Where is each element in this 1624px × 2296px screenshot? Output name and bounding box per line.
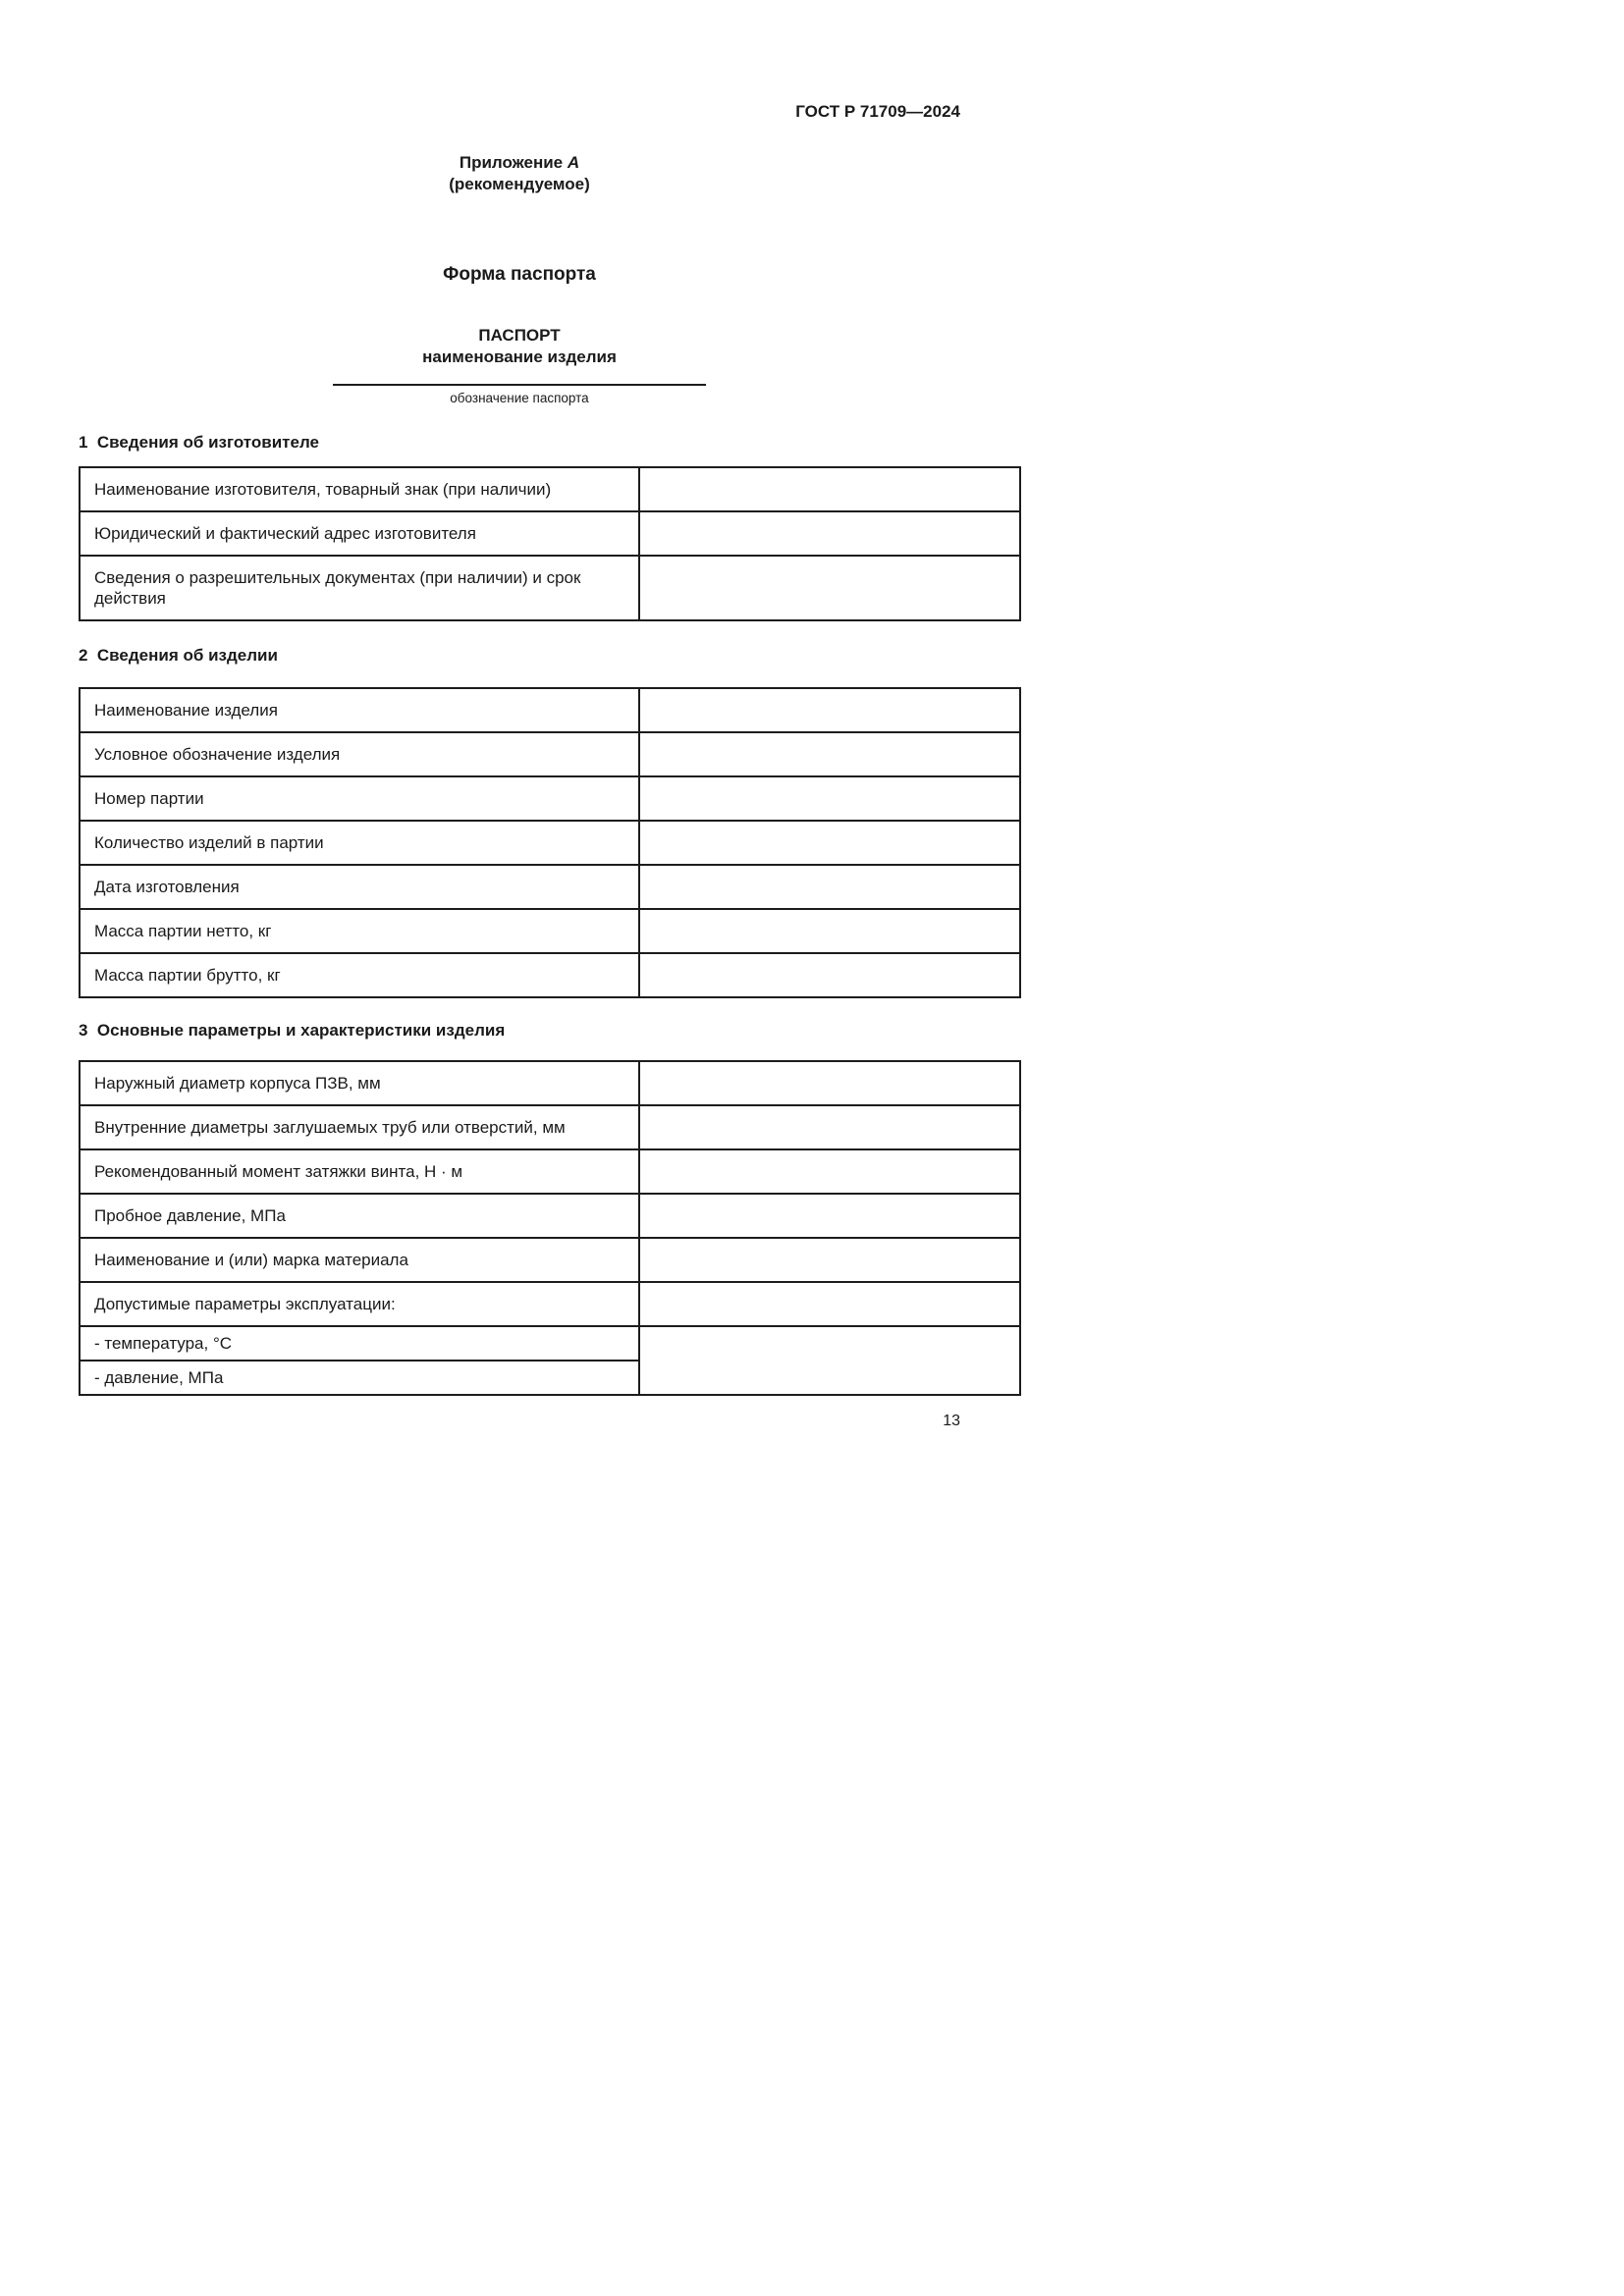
- label-cell: Условное обозначение изделия: [80, 732, 639, 776]
- form-title: Форма паспорта: [443, 264, 596, 285]
- product-info-table: [79, 687, 1021, 998]
- passport-heading: [79, 325, 960, 368]
- value-cell: [639, 732, 1020, 776]
- label-cell: Количество изделий в партии: [80, 821, 639, 865]
- parameters-table: [79, 1060, 1021, 1396]
- value-cell: [639, 776, 1020, 821]
- table-row: [80, 1326, 1020, 1361]
- table-row: [80, 1282, 1020, 1326]
- table-row: [80, 556, 1020, 620]
- appendix-title-label: Приложение: [459, 153, 568, 172]
- table-row: [80, 953, 1020, 997]
- appendix-title-letter: А: [567, 153, 580, 172]
- label-cell: Наименование и (или) марка материала: [80, 1238, 639, 1282]
- value-cell: [639, 821, 1020, 865]
- page-content: [79, 0, 960, 1431]
- value-cell: [639, 1238, 1020, 1282]
- table-row: [80, 511, 1020, 556]
- table-row: [80, 865, 1020, 909]
- value-cell: [639, 1282, 1020, 1326]
- section-heading-3: 3 Основные параметры и характеристики изделия: [79, 1021, 506, 1040]
- label-cell: Сведения о разрешительных документах (при наличии) и срок действия: [80, 556, 639, 620]
- table-row: [80, 1061, 1020, 1105]
- value-cell: [639, 1149, 1020, 1194]
- label-cell: Наименование изделия: [80, 688, 639, 732]
- label-cell: Наружный диаметр корпуса ПЗВ, мм: [80, 1061, 639, 1105]
- value-cell: [639, 467, 1020, 511]
- standard-designation-header: ГОСТ Р 71709—2024: [795, 102, 960, 121]
- value-cell: [639, 909, 1020, 953]
- label-cell: Номер партии: [80, 776, 639, 821]
- designation-caption: обозначение паспорта: [450, 391, 589, 405]
- table-row: [80, 1238, 1020, 1282]
- designation-blank-line: [333, 384, 706, 386]
- section-heading-2: 2 Сведения об изделии: [79, 646, 278, 665]
- label-cell: Наименование изготовителя, товарный знак (при наличии): [80, 467, 639, 511]
- label-cell: Пробное давление, МПа: [80, 1194, 639, 1238]
- passport-title: ПАСПОРТ: [478, 326, 561, 345]
- table-row: [80, 1105, 1020, 1149]
- passport-subtitle: наименование изделия: [422, 347, 617, 366]
- label-cell: Масса партии брутто, кг: [80, 953, 639, 997]
- section-heading-1: 1 Сведения об изготовителе: [79, 433, 319, 452]
- label-cell: Масса партии нетто, кг: [80, 909, 639, 953]
- table-row: [80, 688, 1020, 732]
- table-row: [80, 1194, 1020, 1238]
- table-row: [80, 732, 1020, 776]
- table-row: [80, 1149, 1020, 1194]
- label-cell: Дата изготовления: [80, 865, 639, 909]
- label-cell: - температура, °С: [80, 1326, 639, 1361]
- page-number: 13: [943, 1413, 960, 1429]
- appendix-title: [79, 152, 960, 174]
- value-cell: [639, 1105, 1020, 1149]
- appendix-heading: [79, 152, 960, 195]
- value-cell: [639, 1326, 1020, 1395]
- label-cell: Рекомендованный момент затяжки винта, Н · м: [80, 1149, 639, 1194]
- label-cell: Внутренние диаметры заглушаемых труб или отверстий, мм: [80, 1105, 639, 1149]
- label-cell: Допустимые параметры эксплуатации:: [80, 1282, 639, 1326]
- table-row: [80, 467, 1020, 511]
- label-cell: Юридический и фактический адрес изготовителя: [80, 511, 639, 556]
- manufacturer-info-table: [79, 466, 1021, 621]
- label-cell: - давление, МПа: [80, 1361, 639, 1395]
- value-cell: [639, 556, 1020, 620]
- value-cell: [639, 511, 1020, 556]
- appendix-note: (рекомендуемое): [449, 175, 590, 193]
- table-row: [80, 776, 1020, 821]
- value-cell: [639, 688, 1020, 732]
- value-cell: [639, 1061, 1020, 1105]
- table-row: [80, 909, 1020, 953]
- table-row: [80, 821, 1020, 865]
- value-cell: [639, 953, 1020, 997]
- value-cell: [639, 865, 1020, 909]
- value-cell: [639, 1194, 1020, 1238]
